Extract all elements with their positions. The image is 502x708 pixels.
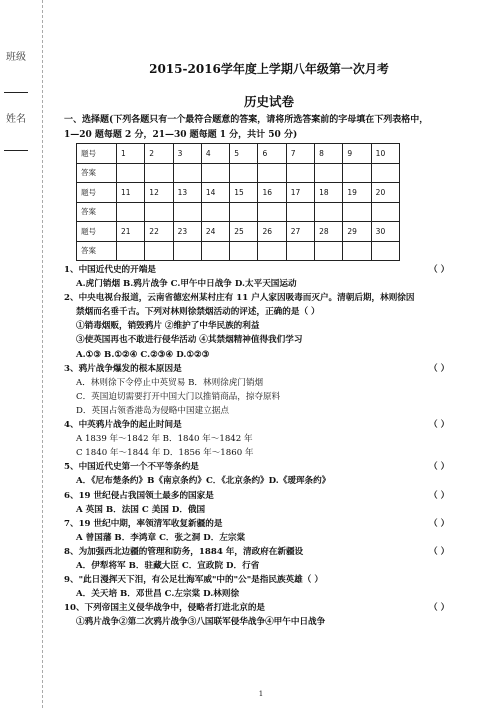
answer-bracket: （ ） [429,518,450,529]
table-cell: 30 [371,222,399,242]
section-heading-line1: 一、选择题(下列各题只有一个最符合题意的答案，请将所选答案前的字母填在下列表格中， [64,115,429,125]
question-list [64,263,489,629]
statement-line: ①销毒烟贩，销毁鸦片 ②维护了中华民族的利益 [76,321,260,332]
answer-cell[interactable] [201,202,229,222]
question-8 [64,545,489,559]
answer-cell[interactable] [315,163,343,183]
row-label: 答案 [77,241,117,261]
table-cell: 9 [343,144,371,164]
statement-line: ③使英国再也不敢进行侵华活动 ④其禁烟精神值得我们学习 [76,335,303,346]
answer-cell[interactable] [201,241,229,261]
answer-cell[interactable] [286,241,314,261]
question-10 [64,601,489,615]
options: A．林则徐下令停止中英贸易 B．林则徐虎门销烟 [76,377,264,388]
answer-cell[interactable] [343,202,371,222]
table-cell: 11 [117,183,145,203]
table-row [77,222,400,242]
answer-cell[interactable] [145,202,173,222]
answer-bracket: （ ） [429,603,450,614]
answer-cell[interactable] [117,163,145,183]
table-cell: 18 [315,183,343,203]
answer-cell[interactable] [173,241,201,261]
section-heading-line2: 1—20 题每题 2 分，21—30 题每题 1 分，共计 50 分) [64,130,298,140]
table-cell: 19 [343,183,371,203]
answer-cell[interactable] [258,202,286,222]
answer-cell[interactable] [343,241,371,261]
answer-bracket: （ ） [429,546,450,557]
table-cell: 14 [201,183,229,203]
answer-cell[interactable] [230,202,258,222]
table-cell: 7 [286,144,314,164]
options: C 1840 年～1844 年 D．1856 年～1860 年 [76,448,254,459]
page-number: 1 [258,690,264,698]
table-cell: 27 [286,222,314,242]
question-5 [64,460,489,474]
answer-cell[interactable] [230,163,258,183]
question-3 [64,362,489,376]
question-7 [64,517,489,531]
options: A 英国 B．法国 C 美国 D．俄国 [76,504,206,515]
table-cell: 5 [230,144,258,164]
table-cell: 13 [173,183,201,203]
question-2: 2、中央电视台报道，云南省德宏州某村庄有 11 户人家因吸毒而灭户。清朝后期，林则徐因 [64,293,415,304]
answer-cell[interactable] [145,241,173,261]
table-cell: 20 [371,183,399,203]
row-label: 题号 [77,144,117,164]
question-text: 8、为加强西北边疆的管理和防务，1884 年，清政府在新疆设 [64,546,304,557]
options: A 1839 年～1842 年 B．1840 年～1842 年 [76,434,253,445]
table-row [77,241,400,261]
answer-cell[interactable] [343,163,371,183]
table-cell: 29 [343,222,371,242]
question-text: 4、中英鸦片战争的起止时间是 [64,420,182,431]
statement-line: ①鸦片战争②第二次鸦片战争③八国联军侵华战争④甲午中日战争 [76,617,326,628]
table-cell: 22 [145,222,173,242]
options: C．英国迫切需要打开中国大门以推销商品，掠夺原料 [76,391,281,402]
question-9: 9、"此日漫挥天下泪，有公足壮海军威"中的"公"是指民族英雄（ ） [64,575,323,586]
row-label: 题号 [77,222,117,242]
question-6 [64,489,489,503]
answer-cell[interactable] [173,202,201,222]
table-cell: 1 [117,144,145,164]
answer-cell[interactable] [315,202,343,222]
answer-cell[interactable] [258,163,286,183]
name-line [4,150,28,151]
table-cell: 6 [258,144,286,164]
table-cell: 16 [258,183,286,203]
question-text: 3、鸦片战争爆发的根本原因是 [64,363,182,374]
options: A．关天培 B．邓世昌 C.左宗棠 D.林则徐 [76,589,240,600]
answer-cell[interactable] [201,163,229,183]
exam-title: 2015-2016学年度上学期八年级第一次月考 [149,62,389,76]
question-text: 10、下列帝国主义侵华战争中，侵略者打进北京的是 [64,603,266,614]
options: D．英国占领香港岛为侵略中国建立据点 [76,405,229,416]
table-row [77,202,400,222]
answer-bracket: （ ） [429,490,450,501]
table-cell: 3 [173,144,201,164]
table-cell: 23 [173,222,201,242]
question-4 [64,418,489,432]
table-row [77,163,400,183]
row-label: 答案 [77,202,117,222]
answer-cell[interactable] [173,163,201,183]
name-label: 姓名 [6,114,26,125]
question-text: 7、19 世纪中期，率领清军收复新疆的是 [64,518,223,529]
answer-cell[interactable] [286,163,314,183]
row-label: 题号 [77,183,117,203]
table-cell: 24 [201,222,229,242]
options: A 曾国藩 B．李鸿章 C．张之洞 D．左宗棠 [76,532,246,543]
section-heading [64,113,484,143]
exam-subtitle: 历史试卷 [243,94,294,109]
answer-bracket: （ ） [429,462,450,473]
answer-cell[interactable] [371,202,399,222]
table-cell: 21 [117,222,145,242]
answer-cell[interactable] [286,202,314,222]
answer-cell[interactable] [371,163,399,183]
options: A.①③ B.①②④ C.②③④ D.①②③ [76,349,210,360]
options: A.虎门销烟 B.鸦片战争 C.甲午中日战争 D.太平天国运动 [76,279,297,290]
table-cell: 8 [315,144,343,164]
table-row [77,183,400,203]
question-text: 1、中国近代史的开端是 [64,265,156,275]
table-cell: 10 [371,144,399,164]
table-cell: 15 [230,183,258,203]
table-cell: 2 [145,144,173,164]
answer-cell[interactable] [258,241,286,261]
question-1 [64,263,489,277]
options: A．伊犁将军 B．驻藏大臣 C．宣政院 D．行省 [76,560,260,571]
question-text-cont: 禁烟而名垂千古。下列对林则徐禁烟活动的评述，正确的是（ ） [76,307,320,318]
answer-table [76,143,400,261]
table-row [77,144,400,164]
table-cell: 17 [286,183,314,203]
options: A．《尼布楚条约》B《南京条约》C．《北京条约》D.《瑷珲条约》 [76,476,331,487]
table-cell: 26 [258,222,286,242]
answer-cell[interactable] [117,202,145,222]
row-label: 答案 [77,163,117,183]
answer-bracket: （ ） [429,265,450,275]
question-text: 5、中国近代史第一个不平等条约是 [64,462,199,473]
answer-bracket: （ ） [429,363,450,374]
question-text: 6、19 世纪侵占我国领土最多的国家是 [64,490,214,501]
table-cell: 4 [201,144,229,164]
answer-cell[interactable] [315,241,343,261]
answer-bracket: （ ） [429,420,450,431]
answer-cell[interactable] [230,241,258,261]
table-cell: 25 [230,222,258,242]
table-cell: 12 [145,183,173,203]
table-cell: 28 [315,222,343,242]
answer-cell[interactable] [145,163,173,183]
class-label: 班级 [6,52,26,63]
answer-cell[interactable] [117,241,145,261]
answer-cell[interactable] [371,241,399,261]
